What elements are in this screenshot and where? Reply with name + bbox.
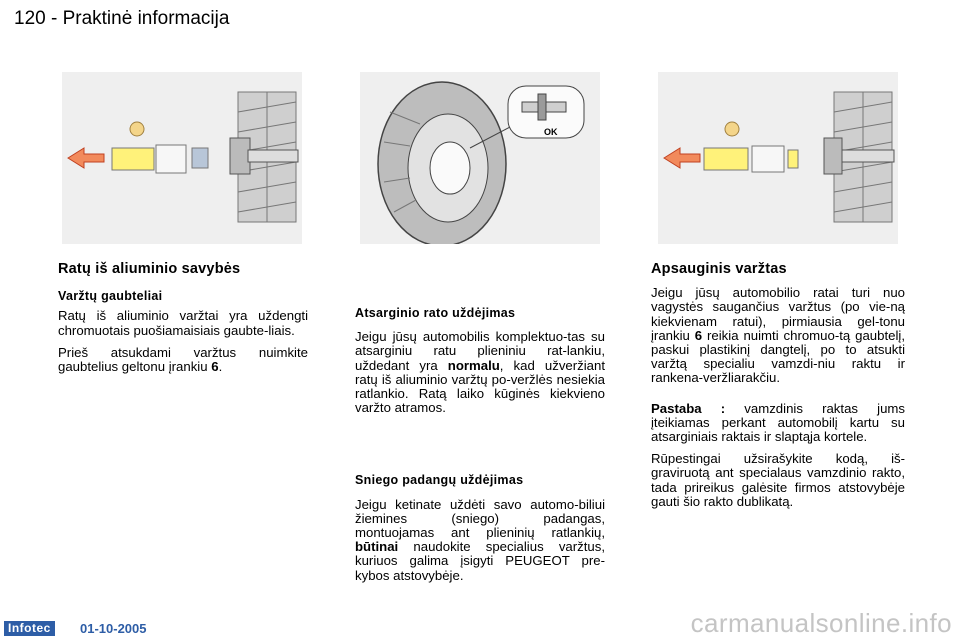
locking-bolt-heading: Apsauginis varžtas [651,261,787,277]
bolt-caps-paragraph: Ratų iš aliuminio varžtai yra uždengti chromuotais puošiamaisiais gaubte-liais. [58,308,308,338]
locking-bolt-illustration [658,72,898,244]
wheel-cap-removal-illustration [62,72,302,244]
ok-label: OK [544,127,558,137]
locking-bolt-paragraph: Jeigu jūsų automobilio ratai turi nuo vagystės saugančius varžtus (po vie-ną kiekvienam ratui), pirmiausia gel-tonu įrankiu 6 reikia nuimti chromuo-tą gaubtelį, paskui plastikinį dangtelį, po to atsukti varžtą specialiu vamzdi-niu raktu ir rankena-veržliarakčiu. [651,285,905,386]
bolt-caps-subheading: Varžtų gaubteliai [58,289,163,304]
snow-tyres-heading: Sniego padangų uždėjimas [355,473,524,488]
watermark: carmanualsonline.info [690,608,952,638]
locking-bolt-section [651,262,905,517]
locking-bolt-drawing [658,72,898,244]
key-code-paragraph: Rūpestingai užsirašykite kodą, iš-graviruotą ant specialaus vamzdinio rakto, tada prireikus galėsite firmos atstovybėje gauti šio rakto dublikatą. [651,451,905,509]
page-title: 120 - Praktinė informacija [14,8,230,29]
spare-wheel-section [355,306,605,591]
spare-wheel-illustration [360,72,600,244]
spare-wheel-heading: Atsarginio rato uždėjimas [355,306,516,320]
footer-date: 01-10-2005 [80,621,147,636]
note-paragraph: Pastaba : vamzdinis raktas jums įteikiamas perkant automobilį kartu su atsarginiais raktais ir slaptąja kortele. [651,400,905,445]
infotec-badge: Infotec [4,621,55,636]
aluminium-wheels-heading: Ratų iš aliuminio savybės [58,261,241,277]
snow-tyres-paragraph: Jeigu ketinate uždėti savo automo-biliui žiemines (sniego) padangas, montuojamas ant plieninių ratlankių, būtinai naudokite specialius varžtus, kuriuos galima įsigyti PEUGEOT pre-kybos atstovybėje. [355,496,605,583]
spare-wheel-paragraph: Jeigu jūsų automobilis komplektuo-tas su atsarginiu ratu plieniniu rat-lankiu, uždedant yra normalu, kad užveržiant ratų iš aliuminio varžtų po-veržlės nesiekia ratlankio. Ratą laiko kūginės kiekvieno varžto atramos. [355,329,605,416]
remove-caps-paragraph: Prieš atsukdami varžtus nuimkite gaubtelius geltonu įrankiu 6. [58,344,308,375]
wheel-drawing [360,72,600,244]
aluminium-wheels-section [58,262,308,382]
cap-removal-drawing [62,72,302,244]
